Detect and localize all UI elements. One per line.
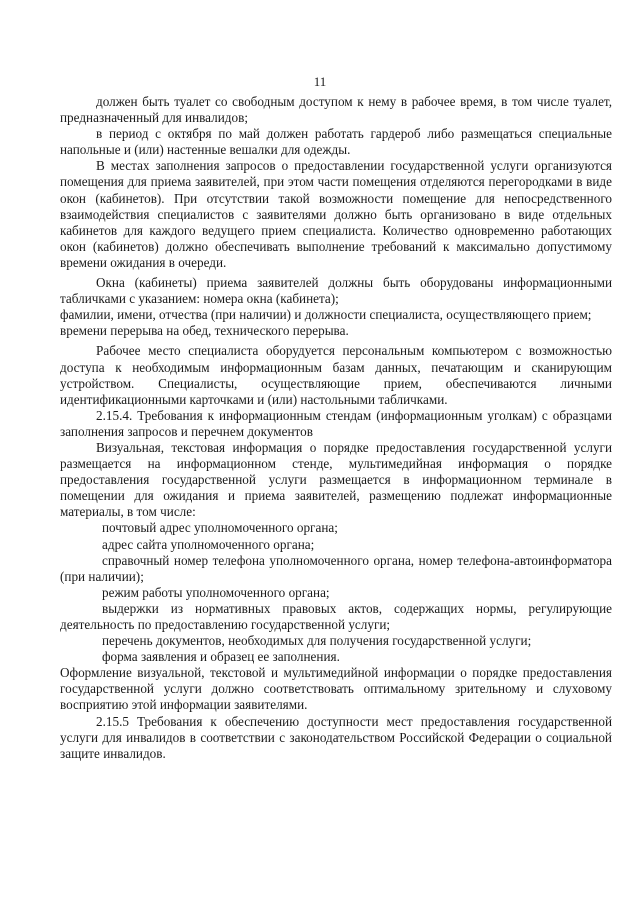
paragraph-break-time: времени перерыва на обед, технического перерыва.	[60, 323, 349, 339]
paragraph-request-areas: В местах заполнения запросов о предоставлении государственной услуги организуются помещения для приема заявителей, при этом части помещения отделяются перегородками в виде окон (кабинетов). При отсутствии такой возможности помещение для непосредственного взаимодействия специалистов с заявителями должно быть организовано в виде отдельных кабинетов для каждого ведущего прием специалиста. Количество одновременно работающих окон (кабинетов) должно обеспечивать выполнение требований к максимально допустимому времени ожидания в очереди.	[60, 158, 612, 270]
list-item: почтовый адрес уполномоченного органа;	[102, 520, 338, 536]
list-item: перечень документов, необходимых для получения государственной услуги;	[102, 633, 532, 649]
list-item: форма заявления и образец ее заполнения.	[102, 649, 340, 665]
page-number: 11	[313, 74, 327, 89]
paragraph-window-signs: Окна (кабинеты) приема заявителей должны быть оборудованы информационными табличками с указанием: номера окна (кабинета);	[60, 275, 612, 307]
section-heading-2-15-5: 2.15.5 Требования к обеспечению доступности мест предоставления государственной услуги для инвалидов в соответствии с законодательством Российской Федерации о социальной защите инвалидов.	[60, 713, 612, 761]
document-body	[60, 94, 612, 762]
list-item: справочный номер телефона уполномоченного органа, номер телефона-автоинформатора (при наличии);	[60, 552, 612, 584]
list-item: адрес сайта уполномоченного органа;	[102, 536, 315, 552]
paragraph-specialist-name: фамилии, имени, отчества (при наличии) и должности специалиста, осуществляющего прием;	[60, 307, 592, 323]
list-item: режим работы уполномоченного органа;	[102, 584, 330, 600]
paragraph-wardrobe: в период с октября по май должен работать гардероб либо размещаться специальные напольные и (или) настенные вешалки для одежды.	[60, 126, 612, 158]
paragraph-workplace: Рабочее место специалиста оборудуется персональным компьютером с возможностью доступа к необходимым информационным базам данных, печатающим и сканирующим устройством. Специалисты, осуществляющие прием, обеспечиваются личными идентификационными карточками и (или) настольными табличками.	[60, 343, 612, 407]
section-heading-2-15-4: 2.15.4. Требования к информационным стендам (информационным уголкам) с образцами заполнения запросов и перечнем документов	[60, 407, 612, 439]
paragraph-toilet: должен быть туалет со свободным доступом к нему в рабочее время, в том числе туалет, предназначенный для инвалидов;	[60, 94, 612, 126]
paragraph-visual-info: Визуальная, текстовая информация о порядке предоставления государственной услуги размещается на информационном стенде, мультимедийная информация о порядке предоставления государственной услуги размещается в информационном терминале в помещении для ожидания и приема заявителей, размещению подлежат информационные материалы, в том числе:	[60, 439, 612, 520]
list-item: выдержки из нормативных правовых актов, содержащих нормы, регулирующие деятельность по предоставлению государственной услуги;	[60, 600, 612, 632]
paragraph-design-info: Оформление визуальной, текстовой и мультимедийной информации о порядке предоставления государственной услуги должно соответствовать оптимальному зрительному и слуховому восприятию этой информации заявителями.	[60, 665, 612, 713]
